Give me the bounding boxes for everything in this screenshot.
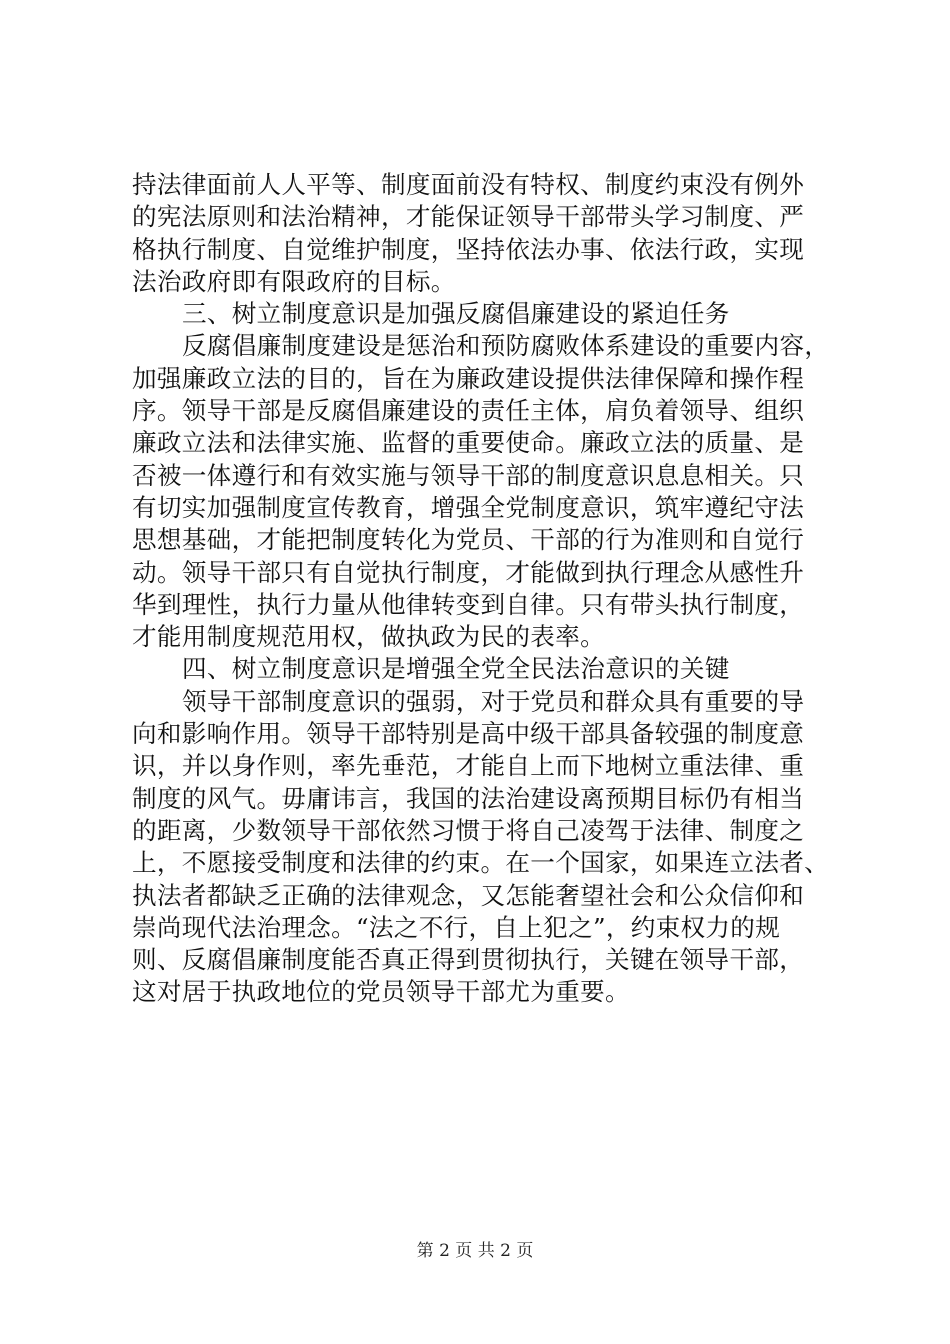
text-line: 向和影响作用。领导干部特别是高中级干部具备较强的制度意 bbox=[132, 719, 805, 749]
text-line: 序。领导干部是反腐倡廉建设的责任主体，肩负着领导、组织 bbox=[132, 396, 805, 426]
paragraph-start-line: 领导干部制度意识的强弱，对于党员和群众具有重要的导 bbox=[182, 686, 805, 716]
text-line: 否被一体遵行和有效实施与领导干部的制度意识息息相关。只 bbox=[132, 460, 805, 490]
text-line: 格执行制度、自觉维护制度，坚持依法办事、依法行政，实现 bbox=[132, 234, 805, 264]
text-line: 思想基础，才能把制度转化为党员、干部的行为准则和自觉行 bbox=[132, 525, 805, 555]
text-line: 制度的风气。毋庸讳言，我国的法治建设离预期目标仍有相当 bbox=[132, 783, 805, 813]
text-line: 廉政立法和法律实施、监督的重要使命。廉政立法的质量、是 bbox=[132, 428, 805, 458]
page-number-footer: 第 2 页 共 2 页 bbox=[416, 1241, 534, 1261]
paragraph-start-line: 四、树立制度意识是增强全党全民法治意识的关键 bbox=[182, 654, 730, 684]
text-line: 的宪法原则和法治精神，才能保证领导干部带头学习制度、严 bbox=[132, 202, 805, 232]
text-line: 则、反腐倡廉制度能否真正得到贯彻执行，关键在领导干部， bbox=[132, 945, 805, 975]
document-body bbox=[132, 169, 832, 1009]
text-line: 才能用制度规范用权，做执政为民的表率。 bbox=[132, 622, 605, 652]
text-line: 持法律面前人人平等、制度面前没有特权、制度约束没有例外 bbox=[132, 170, 805, 199]
text-line: 上，不愿接受制度和法律的约束。在一个国家，如果连立法者、 bbox=[132, 848, 830, 878]
text-line: 的距离，少数领导干部依然习惯于将自己凌驾于法律、制度之 bbox=[132, 815, 805, 845]
text-line: 华到理性，执行力量从他律转变到自律。只有带头执行制度， bbox=[132, 589, 805, 619]
text-line: 动。领导干部只有自觉执行制度，才能做到执行理念从感性升 bbox=[132, 557, 805, 587]
text-line: 有切实加强制度宣传教育，增强全党制度意识，筑牢遵纪守法 bbox=[132, 492, 805, 522]
text-line: 加强廉政立法的目的，旨在为廉政建设提供法律保障和操作程 bbox=[132, 363, 805, 393]
paragraph-start-line: 三、树立制度意识是加强反腐倡廉建设的紧迫任务 bbox=[182, 299, 730, 329]
text-line: 识，并以身作则，率先垂范，才能自上而下地树立重法律、重 bbox=[132, 751, 805, 781]
text-line: 崇尚现代法治理念。“法之不行，自上犯之”，约束权力的规 bbox=[132, 912, 781, 942]
text-line: 这对居于执政地位的党员领导干部尤为重要。 bbox=[132, 977, 630, 1007]
text-line: 法治政府即有限政府的目标。 bbox=[132, 266, 456, 296]
paragraph-start-line: 反腐倡廉制度建设是惩治和预防腐败体系建设的重要内容， bbox=[182, 331, 830, 361]
text-line: 执法者都缺乏正确的法律观念，又怎能奢望社会和公众信仰和 bbox=[132, 880, 805, 910]
